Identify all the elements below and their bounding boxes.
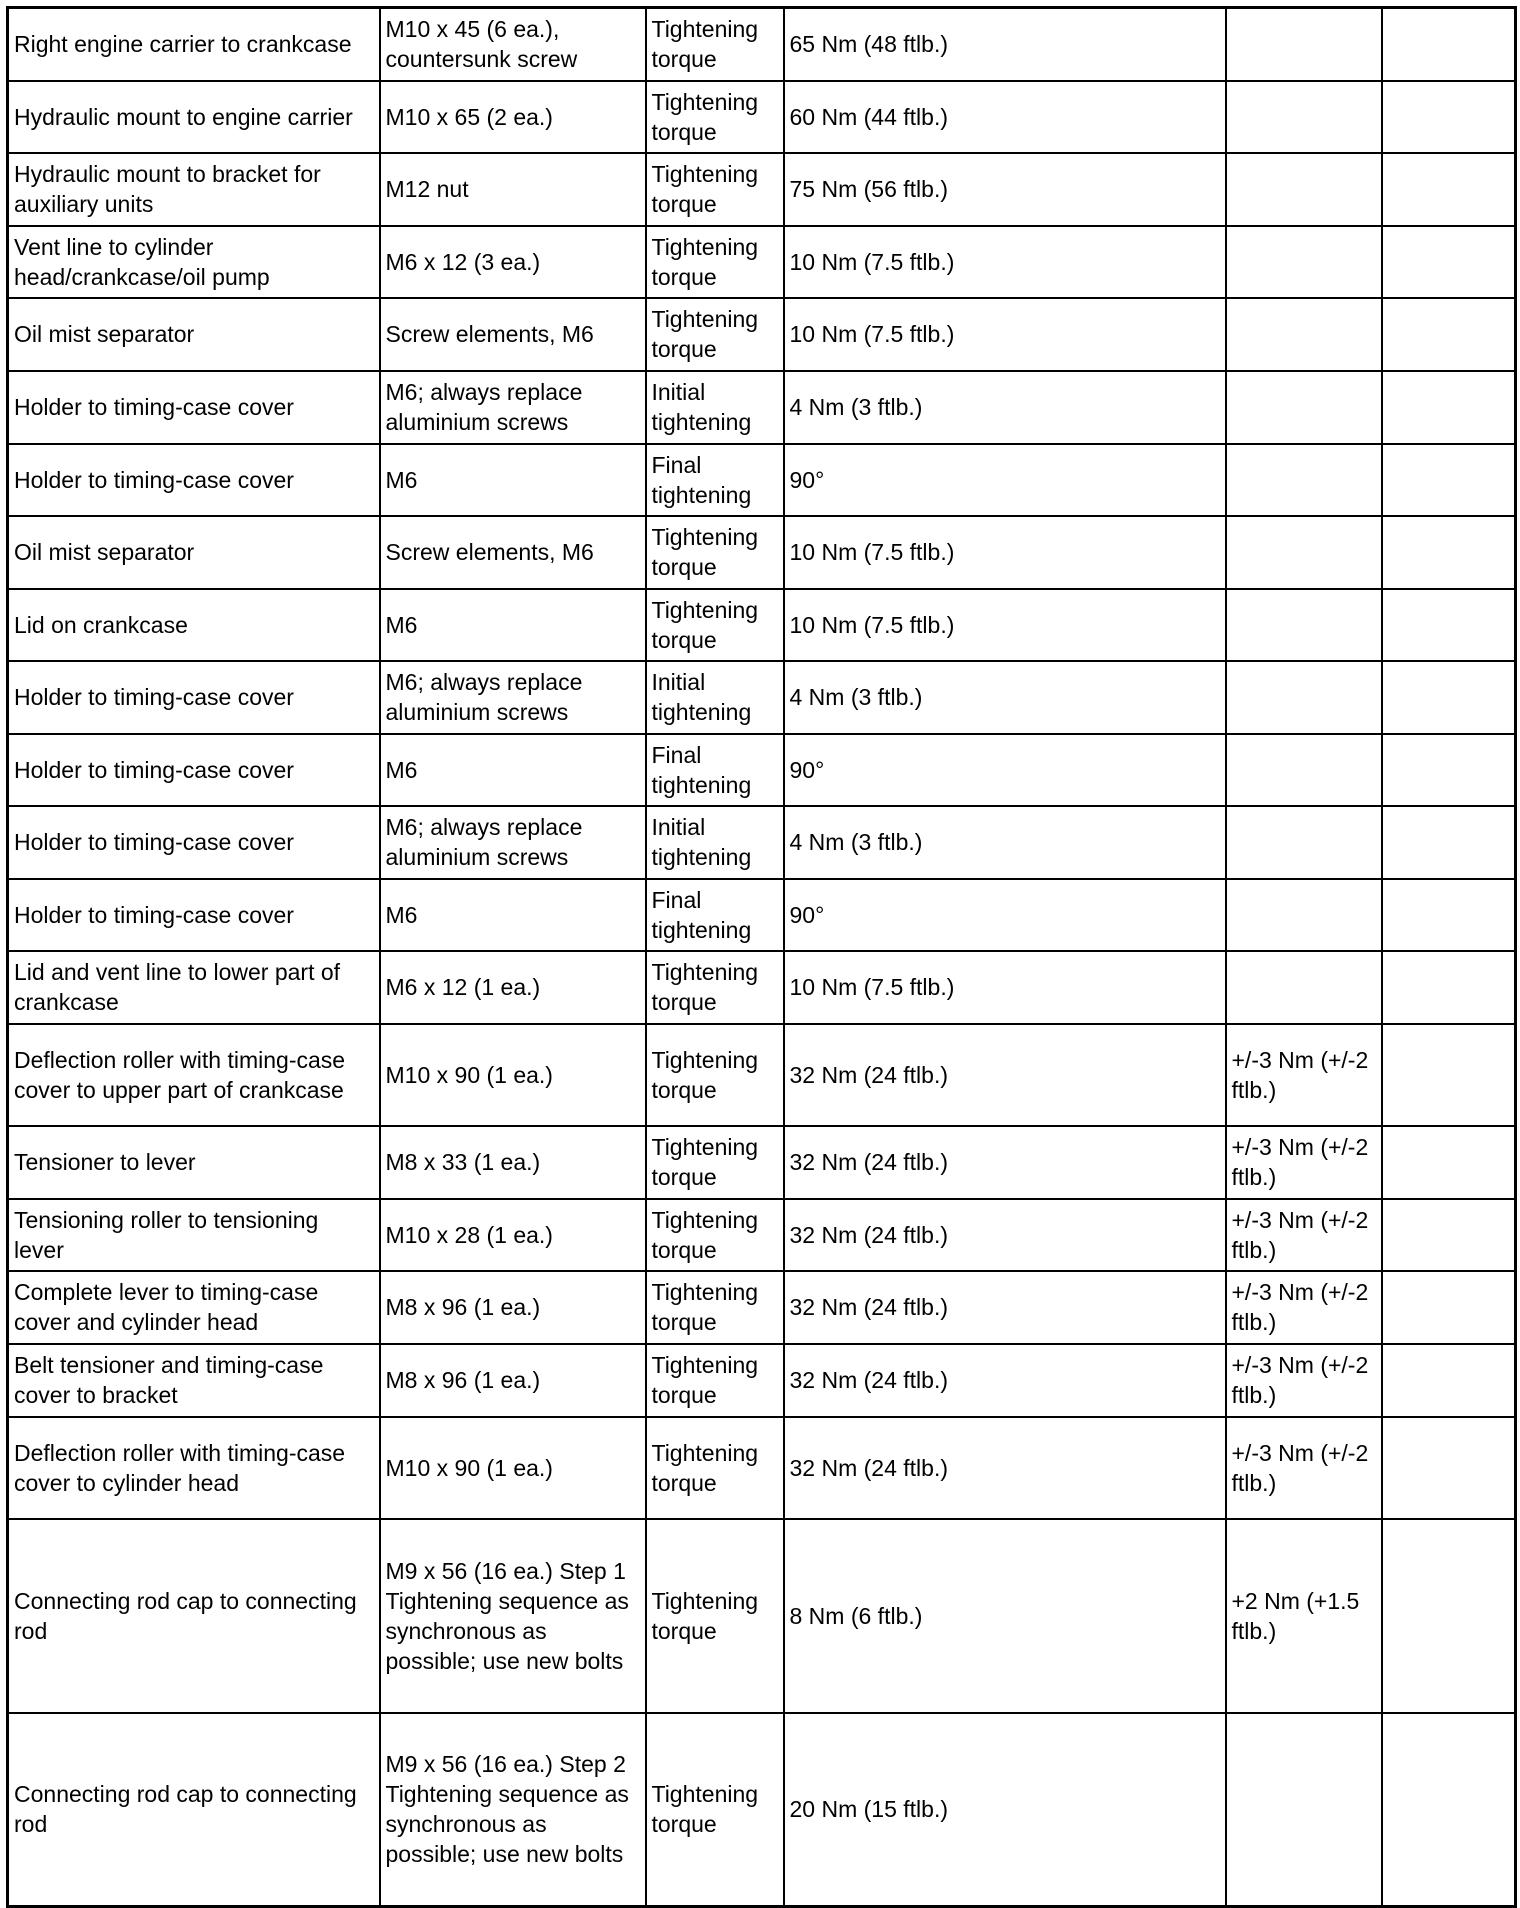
step-cell: Final tightening xyxy=(646,879,784,951)
table-body xyxy=(8,8,1516,1907)
step-cell: Tightening torque xyxy=(646,226,784,298)
component-cell: Lid on crankcase xyxy=(8,589,380,661)
note-cell xyxy=(1382,81,1516,153)
note-cell xyxy=(1382,1024,1516,1126)
table-row xyxy=(8,81,1516,153)
tolerance-cell xyxy=(1226,153,1382,226)
note-cell xyxy=(1382,1417,1516,1519)
fastener-cell: M8 x 33 (1 ea.) xyxy=(380,1126,646,1199)
component-cell: Belt tensioner and timing-case cover to bracket xyxy=(8,1344,380,1417)
note-cell xyxy=(1382,371,1516,444)
table-row xyxy=(8,1713,1516,1907)
note-cell xyxy=(1382,444,1516,516)
component-cell: Oil mist separator xyxy=(8,516,380,589)
note-cell xyxy=(1382,661,1516,734)
value-cell: 65 Nm (48 ftlb.) xyxy=(784,8,1226,81)
value-cell: 4 Nm (3 ftlb.) xyxy=(784,661,1226,734)
step-cell: Tightening torque xyxy=(646,1199,784,1271)
step-cell: Final tightening xyxy=(646,734,784,806)
note-cell xyxy=(1382,589,1516,661)
step-cell: Tightening torque xyxy=(646,1126,784,1199)
fastener-cell: M8 x 96 (1 ea.) xyxy=(380,1344,646,1417)
value-cell: 60 Nm (44 ftlb.) xyxy=(784,81,1226,153)
tolerance-cell xyxy=(1226,1713,1382,1907)
note-cell xyxy=(1382,1519,1516,1713)
value-cell: 10 Nm (7.5 ftlb.) xyxy=(784,951,1226,1024)
step-cell: Tightening torque xyxy=(646,1417,784,1519)
note-cell xyxy=(1382,806,1516,879)
step-cell: Tightening torque xyxy=(646,951,784,1024)
fastener-cell: M6 x 12 (1 ea.) xyxy=(380,951,646,1024)
component-cell: Hydraulic mount to bracket for auxiliary units xyxy=(8,153,380,226)
note-cell xyxy=(1382,1199,1516,1271)
value-cell: 8 Nm (6 ftlb.) xyxy=(784,1519,1226,1713)
tolerance-cell: +/-3 Nm (+/-2 ftlb.) xyxy=(1226,1344,1382,1417)
value-cell: 4 Nm (3 ftlb.) xyxy=(784,806,1226,879)
tolerance-cell xyxy=(1226,734,1382,806)
component-cell: Deflection roller with timing-case cover to cylinder head xyxy=(8,1417,380,1519)
table-row xyxy=(8,806,1516,879)
fastener-cell: M10 x 90 (1 ea.) xyxy=(380,1417,646,1519)
component-cell: Holder to timing-case cover xyxy=(8,806,380,879)
table-row xyxy=(8,298,1516,371)
component-cell: Oil mist separator xyxy=(8,298,380,371)
fastener-cell: Screw elements, M6 xyxy=(380,516,646,589)
tolerance-cell: +2 Nm (+1.5 ftlb.) xyxy=(1226,1519,1382,1713)
component-cell: Connecting rod cap to connecting rod xyxy=(8,1713,380,1907)
component-cell: Holder to timing-case cover xyxy=(8,879,380,951)
tolerance-cell xyxy=(1226,661,1382,734)
fastener-cell: M6; always replace aluminium screws xyxy=(380,661,646,734)
value-cell: 32 Nm (24 ftlb.) xyxy=(784,1344,1226,1417)
tolerance-cell xyxy=(1226,298,1382,371)
tolerance-cell xyxy=(1226,444,1382,516)
fastener-cell: M12 nut xyxy=(380,153,646,226)
value-cell: 90° xyxy=(784,444,1226,516)
step-cell: Tightening torque xyxy=(646,8,784,81)
fastener-cell: M6 xyxy=(380,734,646,806)
component-cell: Vent line to cylinder head/crankcase/oil pump xyxy=(8,226,380,298)
step-cell: Tightening torque xyxy=(646,1713,784,1907)
fastener-cell: M9 x 56 (16 ea.) Step 1 Tightening sequence as synchronous as possible; use new bolts xyxy=(380,1519,646,1713)
table-row xyxy=(8,879,1516,951)
step-cell: Initial tightening xyxy=(646,371,784,444)
note-cell xyxy=(1382,298,1516,371)
step-cell: Tightening torque xyxy=(646,1344,784,1417)
step-cell: Tightening torque xyxy=(646,1271,784,1344)
table-row xyxy=(8,661,1516,734)
value-cell: 4 Nm (3 ftlb.) xyxy=(784,371,1226,444)
value-cell: 10 Nm (7.5 ftlb.) xyxy=(784,516,1226,589)
tolerance-cell xyxy=(1226,81,1382,153)
component-cell: Hydraulic mount to engine carrier xyxy=(8,81,380,153)
fastener-cell: M6; always replace aluminium screws xyxy=(380,806,646,879)
table-row xyxy=(8,1024,1516,1126)
value-cell: 10 Nm (7.5 ftlb.) xyxy=(784,298,1226,371)
value-cell: 32 Nm (24 ftlb.) xyxy=(784,1199,1226,1271)
fastener-cell: M6 x 12 (3 ea.) xyxy=(380,226,646,298)
note-cell xyxy=(1382,8,1516,81)
table-row xyxy=(8,153,1516,226)
value-cell: 32 Nm (24 ftlb.) xyxy=(784,1271,1226,1344)
value-cell: 90° xyxy=(784,879,1226,951)
step-cell: Tightening torque xyxy=(646,1519,784,1713)
note-cell xyxy=(1382,1713,1516,1907)
table-row xyxy=(8,1519,1516,1713)
fastener-cell: M6 xyxy=(380,589,646,661)
step-cell: Final tightening xyxy=(646,444,784,516)
note-cell xyxy=(1382,1126,1516,1199)
table-row xyxy=(8,589,1516,661)
table-row xyxy=(8,371,1516,444)
component-cell: Complete lever to timing-case cover and cylinder head xyxy=(8,1271,380,1344)
tolerance-cell: +/-3 Nm (+/-2 ftlb.) xyxy=(1226,1199,1382,1271)
table-row xyxy=(8,1344,1516,1417)
table-row xyxy=(8,734,1516,806)
tolerance-cell xyxy=(1226,226,1382,298)
step-cell: Tightening torque xyxy=(646,153,784,226)
fastener-cell: M10 x 90 (1 ea.) xyxy=(380,1024,646,1126)
torque-spec-table xyxy=(6,6,1517,1908)
value-cell: 75 Nm (56 ftlb.) xyxy=(784,153,1226,226)
tolerance-cell: +/-3 Nm (+/-2 ftlb.) xyxy=(1226,1417,1382,1519)
fastener-cell: M10 x 65 (2 ea.) xyxy=(380,81,646,153)
table-row xyxy=(8,1271,1516,1344)
note-cell xyxy=(1382,879,1516,951)
component-cell: Holder to timing-case cover xyxy=(8,444,380,516)
note-cell xyxy=(1382,951,1516,1024)
fastener-cell: M10 x 45 (6 ea.), countersunk screw xyxy=(380,8,646,81)
component-cell: Tensioner to lever xyxy=(8,1126,380,1199)
note-cell xyxy=(1382,153,1516,226)
value-cell: 32 Nm (24 ftlb.) xyxy=(784,1126,1226,1199)
value-cell: 32 Nm (24 ftlb.) xyxy=(784,1417,1226,1519)
value-cell: 90° xyxy=(784,734,1226,806)
value-cell: 10 Nm (7.5 ftlb.) xyxy=(784,226,1226,298)
tolerance-cell xyxy=(1226,8,1382,81)
step-cell: Tightening torque xyxy=(646,516,784,589)
note-cell xyxy=(1382,226,1516,298)
tolerance-cell xyxy=(1226,589,1382,661)
table-row xyxy=(8,516,1516,589)
fastener-cell: Screw elements, M6 xyxy=(380,298,646,371)
step-cell: Tightening torque xyxy=(646,298,784,371)
table-row xyxy=(8,1417,1516,1519)
step-cell: Initial tightening xyxy=(646,806,784,879)
tolerance-cell xyxy=(1226,516,1382,589)
component-cell: Holder to timing-case cover xyxy=(8,661,380,734)
component-cell: Right engine carrier to crankcase xyxy=(8,8,380,81)
tolerance-cell xyxy=(1226,951,1382,1024)
tolerance-cell xyxy=(1226,879,1382,951)
fastener-cell: M10 x 28 (1 ea.) xyxy=(380,1199,646,1271)
value-cell: 20 Nm (15 ftlb.) xyxy=(784,1713,1226,1907)
table-row xyxy=(8,1126,1516,1199)
tolerance-cell: +/-3 Nm (+/-2 ftlb.) xyxy=(1226,1126,1382,1199)
step-cell: Tightening torque xyxy=(646,589,784,661)
component-cell: Holder to timing-case cover xyxy=(8,371,380,444)
component-cell: Lid and vent line to lower part of crankcase xyxy=(8,951,380,1024)
tolerance-cell xyxy=(1226,806,1382,879)
step-cell: Initial tightening xyxy=(646,661,784,734)
table-row xyxy=(8,444,1516,516)
note-cell xyxy=(1382,1271,1516,1344)
table-row xyxy=(8,226,1516,298)
table-row xyxy=(8,1199,1516,1271)
note-cell xyxy=(1382,734,1516,806)
fastener-cell: M9 x 56 (16 ea.) Step 2 Tightening sequence as synchronous as possible; use new bolts xyxy=(380,1713,646,1907)
tolerance-cell: +/-3 Nm (+/-2 ftlb.) xyxy=(1226,1024,1382,1126)
table-row xyxy=(8,8,1516,81)
fastener-cell: M6; always replace aluminium screws xyxy=(380,371,646,444)
value-cell: 10 Nm (7.5 ftlb.) xyxy=(784,589,1226,661)
tolerance-cell xyxy=(1226,371,1382,444)
step-cell: Tightening torque xyxy=(646,81,784,153)
component-cell: Deflection roller with timing-case cover to upper part of crankcase xyxy=(8,1024,380,1126)
fastener-cell: M8 x 96 (1 ea.) xyxy=(380,1271,646,1344)
table-row xyxy=(8,951,1516,1024)
component-cell: Connecting rod cap to connecting rod xyxy=(8,1519,380,1713)
component-cell: Tensioning roller to tensioning lever xyxy=(8,1199,380,1271)
fastener-cell: M6 xyxy=(380,444,646,516)
value-cell: 32 Nm (24 ftlb.) xyxy=(784,1024,1226,1126)
component-cell: Holder to timing-case cover xyxy=(8,734,380,806)
note-cell xyxy=(1382,1344,1516,1417)
note-cell xyxy=(1382,516,1516,589)
fastener-cell: M6 xyxy=(380,879,646,951)
tolerance-cell: +/-3 Nm (+/-2 ftlb.) xyxy=(1226,1271,1382,1344)
step-cell: Tightening torque xyxy=(646,1024,784,1126)
